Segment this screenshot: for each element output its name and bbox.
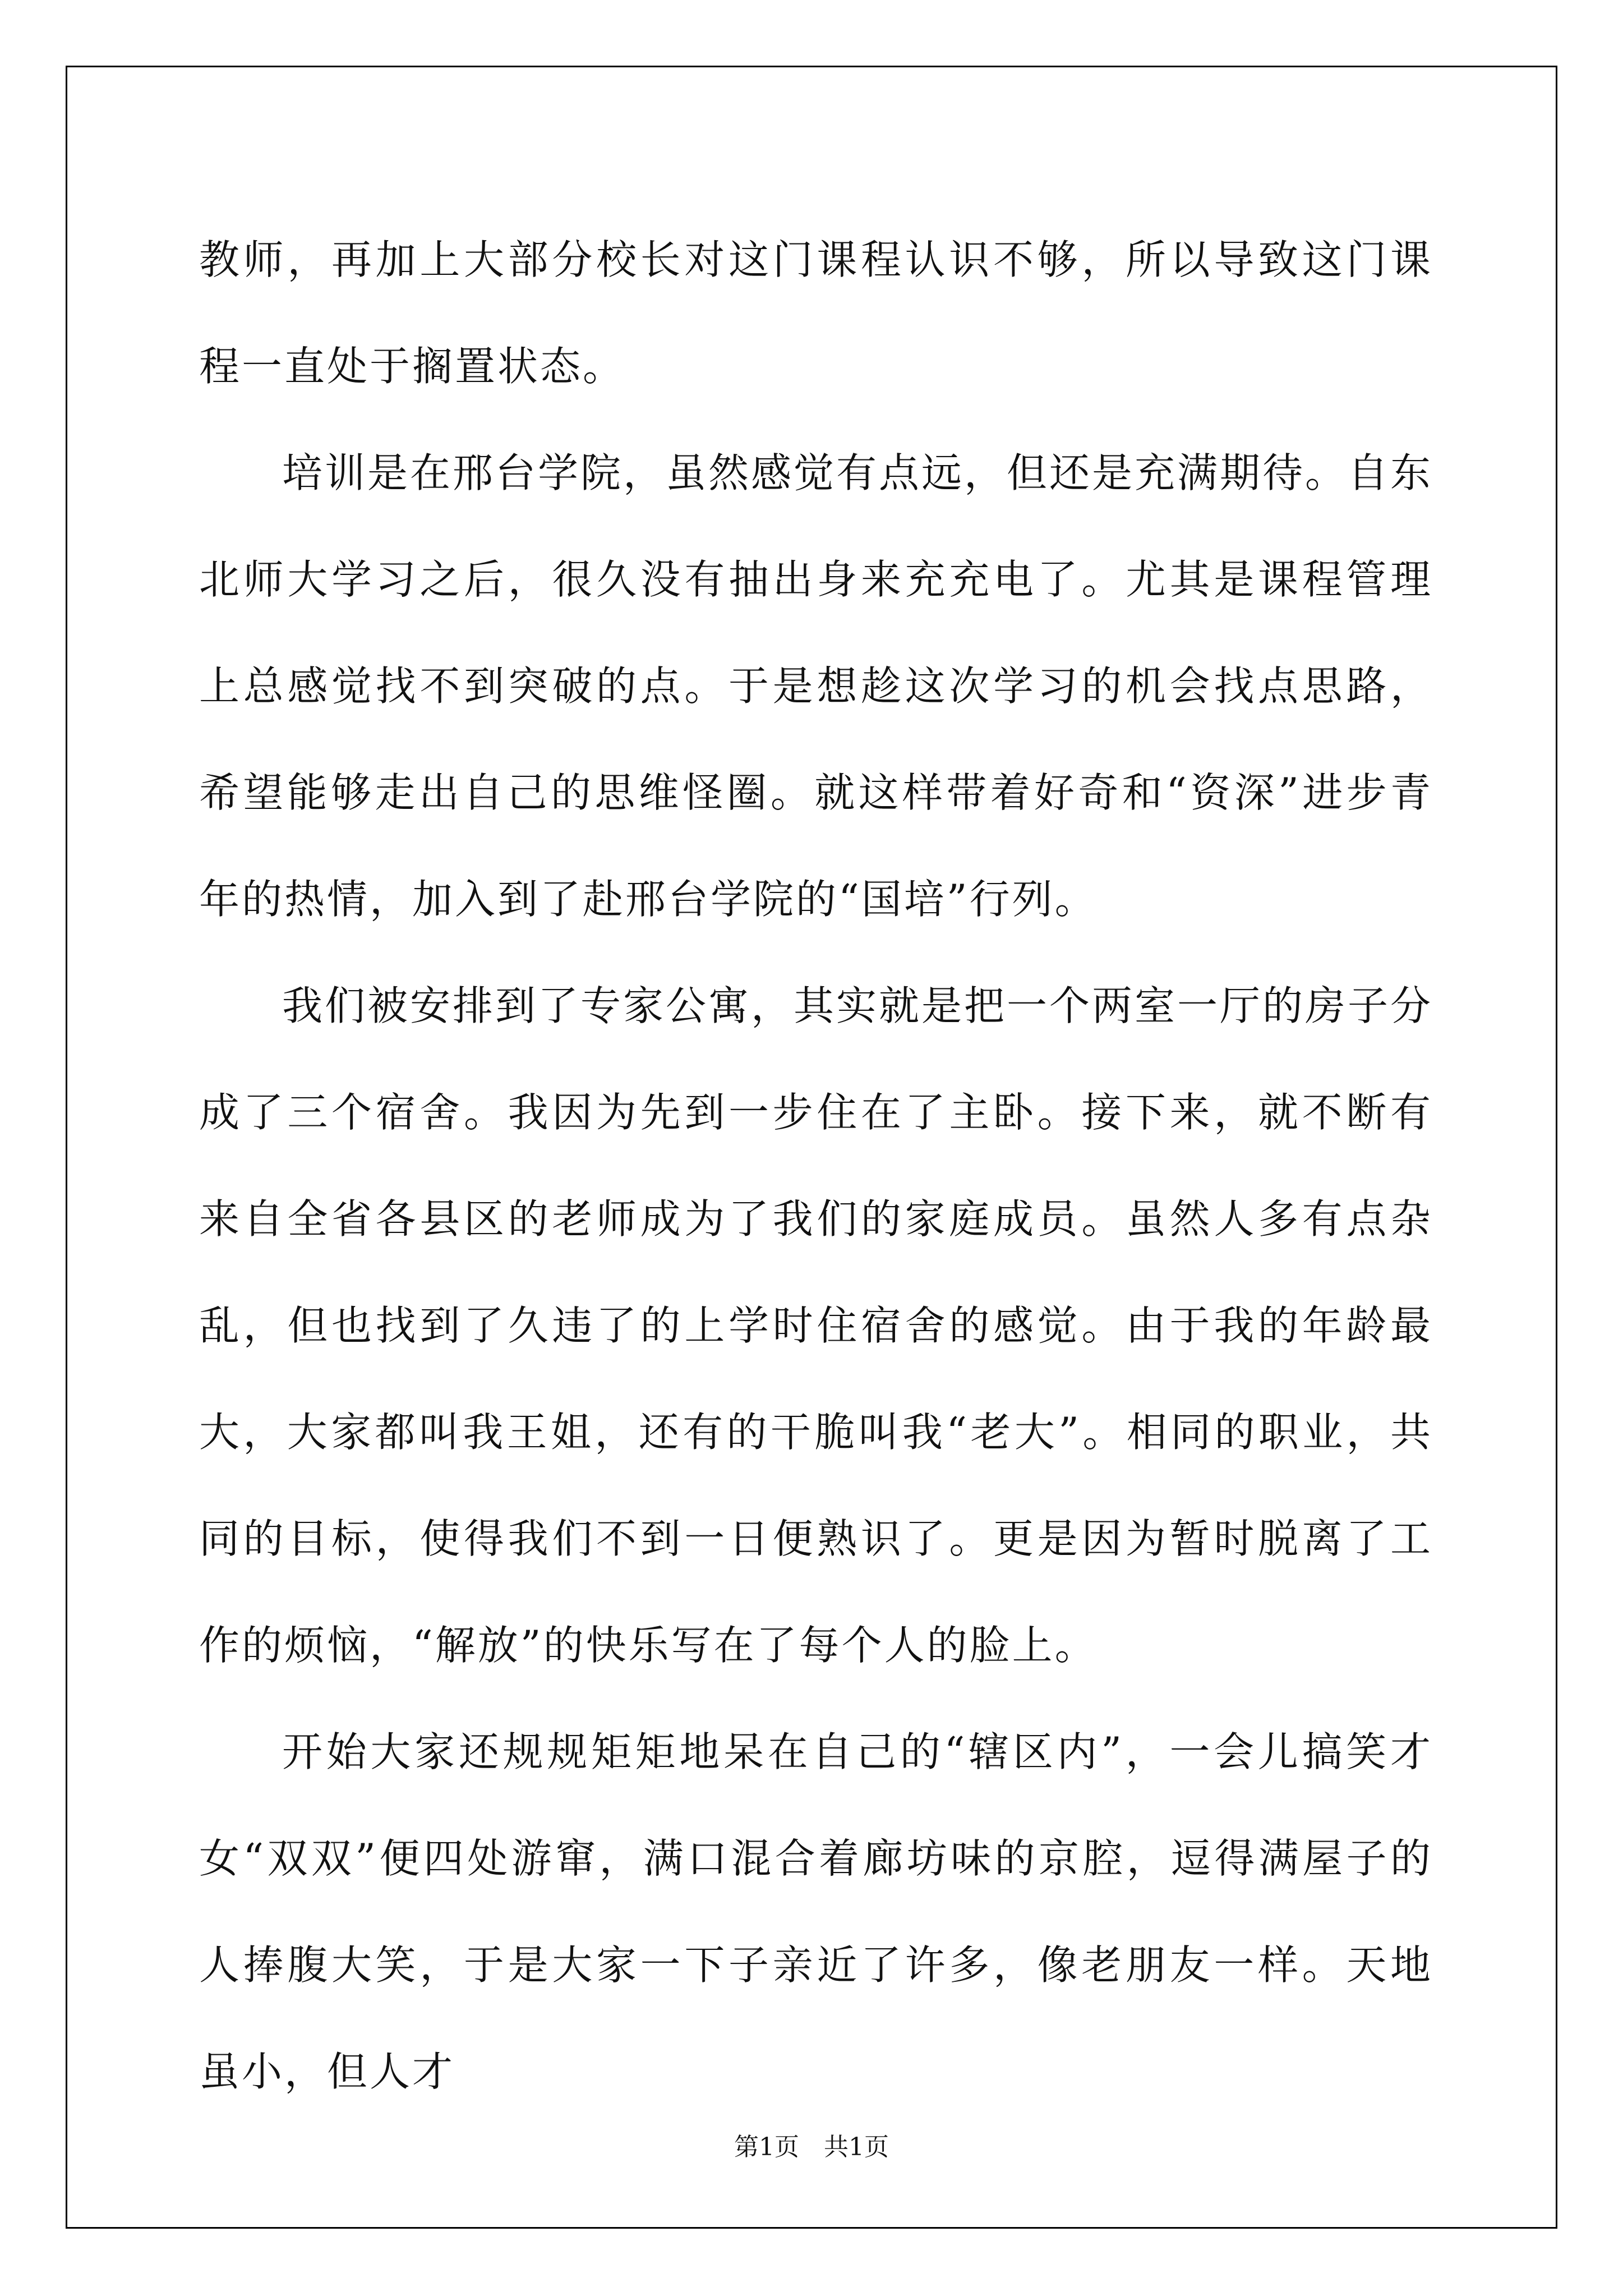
paragraph-4: 开始大家还规规矩矩地呆在自己的“辖区内”，一会儿搞笑才女“双双”便四处游窜，满口混合着廊坊味的京腔，逗得满屋子的人捧腹大笑，于是大家一下子亲近了许多，像老朋友一样。天地虽小，但人才 bbox=[199, 1728, 1433, 2095]
page-number: 第1页 共1页 bbox=[734, 2133, 889, 2161]
paragraph-1: 教师，再加上大部分校长对这门课程认识不够，所以导致这门课程一直处于搁置状态。 bbox=[199, 236, 1433, 390]
paragraph-2: 培训是在邢台学院，虽然感觉有点远，但还是充满期待。自东北师大学习之后，很久没有抽出身来充充电了。尤其是课程管理上总感觉找不到突破的点。于是想趁这次学习的机会找点思路，希望能够走出自己的思维怪圈。就这样带着好奇和“资深”进步青年的热情，加入到了赴邢台学院的“国培”行列。 bbox=[199, 449, 1433, 923]
document-body bbox=[199, 206, 1433, 2125]
paragraph-3: 我们被安排到了专家公寓，其实就是把一个两室一厅的房子分成了三个宿舍。我因为先到一步住在了主卧。接下来，就不断有来自全省各县区的老师成为了我们的家庭成员。虽然人多有点杂乱，但也找到了久违了的上学时住宿舍的感觉。由于我的年龄最大，大家都叫我王姐，还有的干脆叫我“老大”。相同的职业，共同的目标，使得我们不到一日便熟识了。更是因为暂时脱离了工作的烦恼，“解放”的快乐写在了每个人的脸上。 bbox=[199, 982, 1433, 1669]
